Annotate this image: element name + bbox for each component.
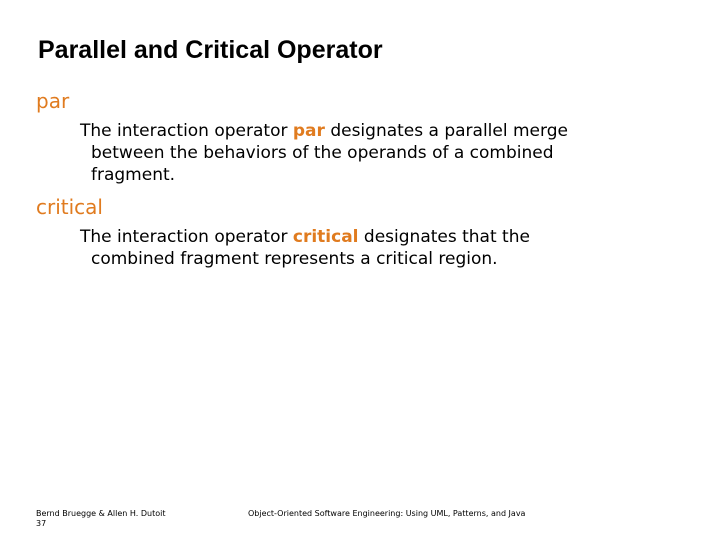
term-critical: critical	[36, 195, 103, 219]
par-description-line-3: fragment.	[91, 165, 176, 185]
critical-description-prefix: The interaction operator	[80, 227, 293, 247]
critical-description-line-1	[80, 226, 680, 248]
footer-authors: Bernd Bruegge & Allen H. Dutoit	[36, 509, 166, 518]
par-description-prefix: The interaction operator	[80, 121, 293, 141]
par-description-line-1	[80, 120, 680, 142]
footer-authors-block	[36, 509, 165, 529]
par-keyword: par	[292, 121, 325, 141]
critical-keyword: critical	[292, 227, 359, 247]
page-number: 37	[36, 519, 47, 528]
critical-description	[80, 226, 680, 270]
critical-description-line-2: combined fragment represents a critical region.	[91, 249, 498, 269]
par-description	[80, 120, 680, 186]
slide-title: Parallel and Critical Operator	[38, 36, 383, 64]
term-par: par	[36, 89, 70, 113]
critical-description-suffix: designates that the	[358, 227, 530, 247]
footer-book-title: Object-Oriented Software Engineering: Using UML, Patterns, and Java	[248, 509, 526, 518]
par-description-suffix: designates a parallel merge	[324, 121, 568, 141]
par-description-line-2: between the behaviors of the operands of a combined	[91, 143, 554, 163]
